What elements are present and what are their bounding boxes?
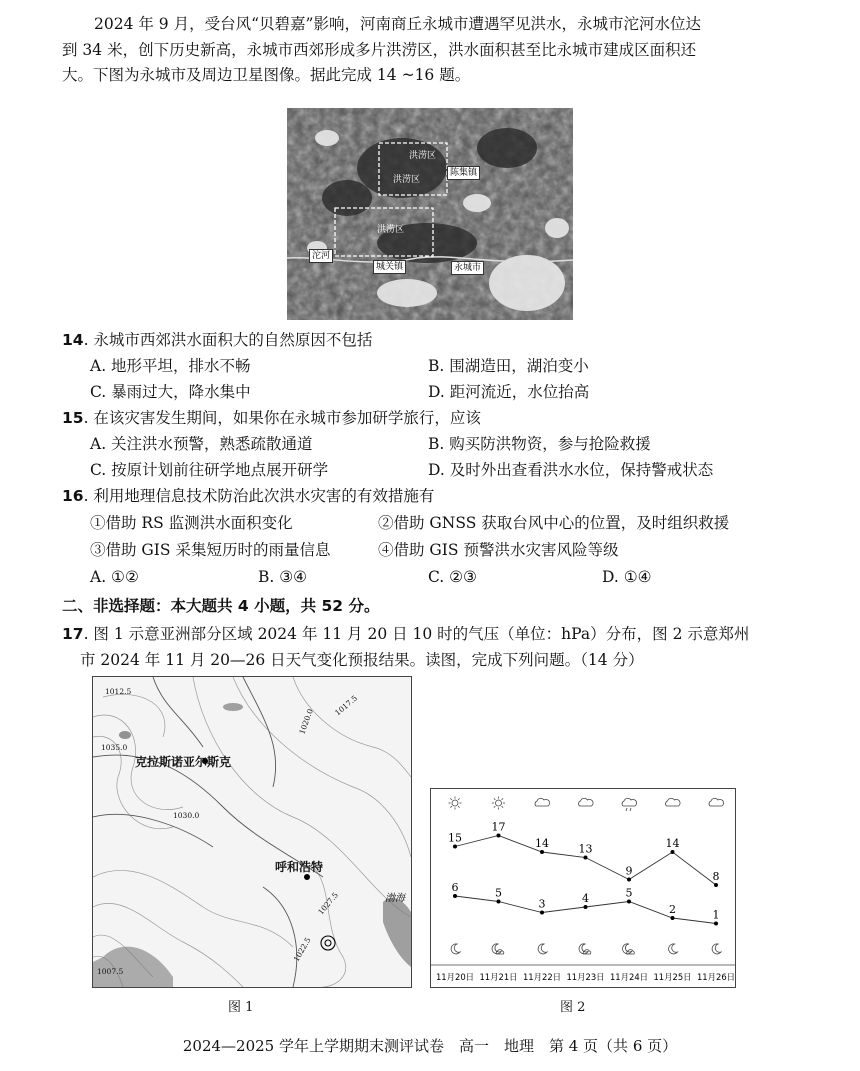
question-14 (62, 328, 832, 353)
figure-1-caption: 图 1 (228, 1000, 254, 1015)
satellite-texture (287, 108, 573, 320)
question-stem: . 永城市西郊洪水面积大的自然原因不包括 (83, 331, 373, 349)
data-label: 9 (625, 864, 633, 878)
question-number: 16 (62, 487, 84, 505)
day-weather-cloud-icon (709, 798, 724, 806)
data-point (584, 905, 588, 909)
q15-option-c: C. 按原计划前往研学地点展开研学 (90, 461, 329, 479)
yongcheng-city-label: 永城市 (451, 261, 484, 275)
question-number: 17 (62, 625, 84, 643)
figure-2-caption: 图 2 (560, 1000, 586, 1015)
q16-option-b: B. ③④ (258, 568, 308, 586)
night-weather-moon-cloud-icon (579, 944, 591, 954)
isobar-label: 1020.0 (297, 707, 315, 736)
day-weather-cloud-icon (579, 798, 594, 806)
data-point (627, 878, 631, 882)
day-weather-cloud-icon (666, 798, 681, 806)
night-weather-moon-icon (538, 944, 547, 954)
night-weather-moon-icon (451, 944, 460, 954)
question-15 (62, 406, 832, 431)
data-point (714, 922, 718, 926)
isobar-label: 1017.5 (333, 693, 360, 718)
x-tick-label: 11月25日 (653, 972, 692, 982)
q14-option-d: D. 距河流近，水位抬高 (428, 383, 590, 401)
data-point (497, 900, 501, 904)
question-17 (62, 622, 832, 647)
q14-option-a: A. 地形平坦，排水不畅 (90, 357, 251, 375)
data-label: 5 (495, 886, 502, 900)
q16-statement-3: ③借助 GIS 采集短历时的雨量信息 (90, 541, 331, 559)
isobar-label: 1022.5 (291, 935, 313, 964)
forecast-chart-svg (431, 789, 735, 987)
q16-statement-2: ②借助 GNSS 获取台风中心的位置，及时组织救援 (378, 514, 730, 532)
section-2-heading: 二、非选择题：本大题共 4 小题，共 52 分。 (62, 597, 380, 615)
x-tick-label: 11月23日 (566, 972, 605, 982)
isobar-label: 1012.5 (105, 687, 132, 696)
tuohe-river-label: 沱河 (309, 249, 333, 263)
data-label: 15 (448, 831, 462, 845)
x-tick-label: 11月20日 (435, 972, 475, 982)
city-label-krasnoyarsk: 克拉斯诺亚尔斯克 (135, 755, 232, 769)
day-weather-rain-icon (622, 798, 637, 811)
isobar-label: 1030.0 (173, 811, 200, 820)
question-stem-line-1: . 图 1 示意亚洲部分区域 2024 年 11 月 20 日 10 时的气压（单位：hPa）分布，图 2 示意郑州 (83, 625, 750, 643)
data-label: 17 (491, 820, 506, 834)
day-weather-sun-icon (492, 797, 505, 810)
data-point (453, 894, 457, 898)
data-label: 14 (535, 837, 549, 850)
night-weather-moon-icon (669, 944, 678, 954)
data-point (540, 850, 544, 854)
q15-option-d: D. 及时外出查看洪水水位，保持警戒状态 (428, 461, 714, 479)
data-point (714, 883, 718, 887)
data-label: 2 (669, 903, 676, 916)
data-label: 13 (578, 842, 593, 856)
isobar-label: 1027.5 (316, 890, 341, 917)
flood-zone-label-2: 洪涝区 (393, 175, 421, 185)
flood-zone-label-3: 洪涝区 (377, 225, 405, 235)
q15-option-a: A. 关注洪水预警，熟悉疏散通道 (90, 435, 313, 453)
chenji-town-label: 陈集镇 (447, 166, 480, 180)
isobar-label: 1035.0 (101, 743, 128, 752)
day-weather-sun-icon (449, 797, 462, 810)
night-weather-moon-cloud-icon (492, 944, 504, 954)
data-label: 3 (538, 897, 546, 911)
satellite-image (287, 108, 573, 320)
data-point (540, 911, 544, 915)
night-weather-moon-cloud-icon (623, 944, 635, 954)
data-point (584, 856, 588, 860)
x-tick-label: 11月21日 (479, 972, 518, 982)
intro-line-2: 到 34 米，创下历史新高，永城市西郊形成多片洪涝区，洪水面积甚至比永城市建成区面积还 (62, 40, 697, 59)
data-label: 8 (712, 870, 720, 883)
q16-statement-1: ①借助 RS 监测洪水面积变化 (90, 514, 293, 532)
question-number: 14 (62, 331, 84, 349)
data-label: 6 (451, 881, 459, 894)
data-point (627, 900, 631, 904)
q14-option-c: C. 暴雨过大，降水集中 (90, 383, 251, 401)
day-weather-cloud-icon (535, 798, 550, 806)
page-footer: 2024—2025 学年上学期期末测评试卷 高一 地理 第 4 页（共 6 页） (182, 1037, 678, 1055)
data-point (453, 845, 457, 849)
q15-option-b: B. 购买防洪物资，参与抢险救援 (428, 435, 651, 453)
figure-1-pressure-map (92, 676, 412, 988)
data-label: 4 (582, 892, 589, 905)
question-stem: . 利用地理信息技术防治此次洪水灾害的有效措施有 (83, 487, 435, 505)
q16-option-c: C. ②③ (428, 568, 477, 586)
data-label: 5 (625, 886, 633, 900)
figure-2-forecast-chart (430, 788, 736, 988)
night-weather-moon-icon (712, 944, 721, 954)
chengguan-town-label: 城关镇 (373, 260, 406, 274)
pressure-map-drawing (93, 677, 411, 987)
q16-option-d: D. ①④ (602, 568, 652, 586)
flood-zone-label-1: 洪涝区 (409, 151, 437, 161)
x-tick-label: 11月24日 (609, 972, 649, 982)
city-label-hohhot: 呼和浩特 (275, 860, 324, 874)
x-tick-label: 11月22日 (522, 972, 562, 982)
question-17-line-2: 市 2024 年 11 月 20—26 日天气变化预报结果。读图，完成下列问题。（14 分） (80, 651, 644, 669)
question-16 (62, 484, 832, 509)
x-tick-label: 11月26日 (696, 972, 735, 982)
intro-line-1: 2024 年 9 月，受台风“贝碧嘉”影响，河南商丘永城市遭遇罕见洪水，永城市沱河水位达 (94, 15, 701, 33)
data-point (671, 850, 675, 854)
sea-label-bohai: 渤海 (385, 893, 405, 904)
isobar-label: 1007.5 (97, 967, 124, 976)
q14-option-b: B. 围湖造田，湖泊变小 (428, 357, 589, 375)
data-label: 14 (665, 837, 680, 850)
question-number: 15 (62, 409, 84, 427)
q16-option-a: A. ①② (90, 568, 139, 586)
question-stem: . 在该灾害发生期间，如果你在永城市参加研学旅行，应该 (83, 409, 481, 427)
data-point (497, 834, 501, 838)
q16-statement-4: ④借助 GIS 预警洪水灾害风险等级 (378, 541, 619, 559)
data-label: 1 (712, 908, 720, 922)
data-point (671, 916, 675, 920)
intro-line-3: 大。下图为永城市及周边卫星图像。据此完成 14 ~16 题。 (62, 66, 471, 84)
